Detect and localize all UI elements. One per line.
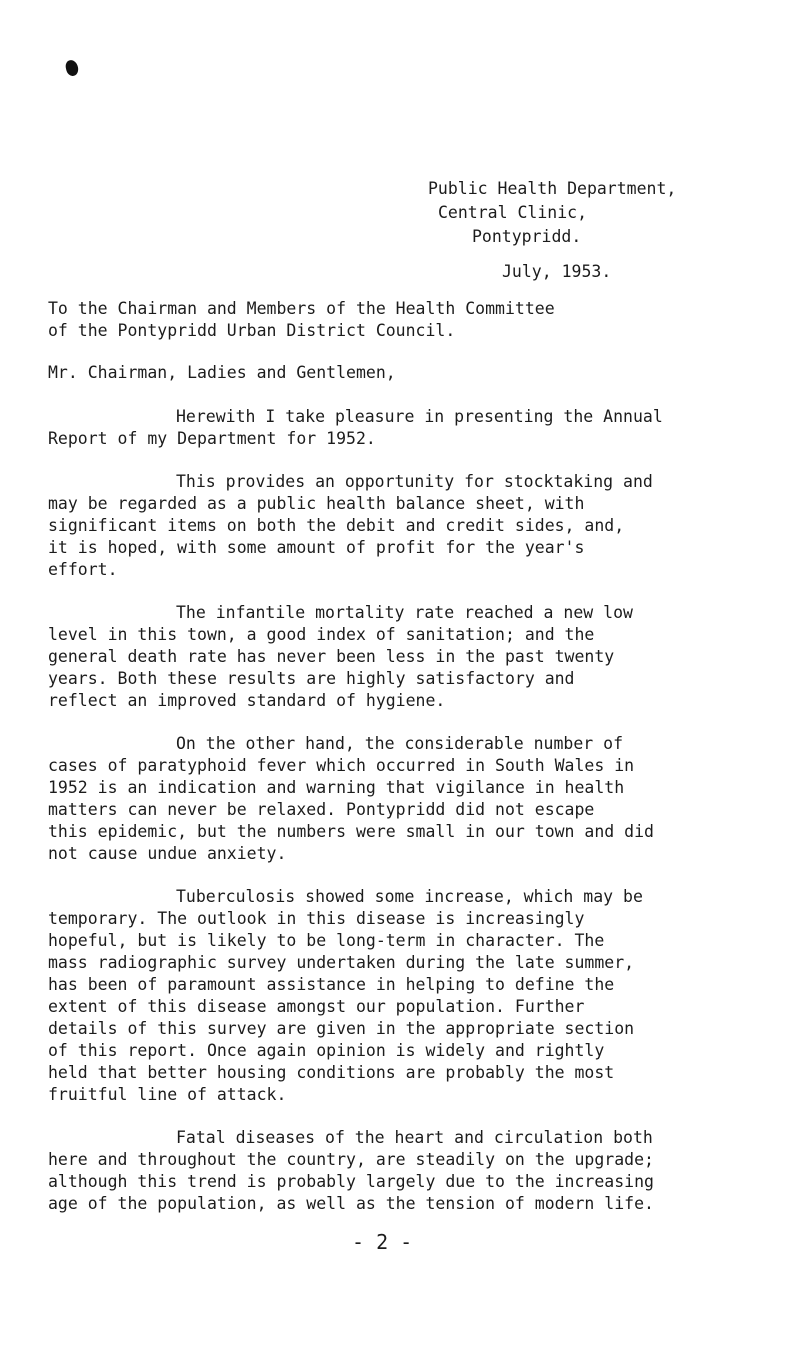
paragraph-stocktaking: This provides an opportunity for stocktaking and may be regarded as a public health balance sheet, with significant items on both the debit and credit sides, and, it is hoped, with some amount of profit for the year's effort. bbox=[48, 472, 653, 579]
page-number: - 2 - bbox=[352, 1230, 413, 1254]
sender-address bbox=[428, 177, 676, 249]
letter-date: July, 1953. bbox=[502, 262, 612, 281]
letter-body bbox=[48, 298, 788, 1236]
address-clinic: Central Clinic, bbox=[438, 203, 588, 222]
paragraph-heart-disease: Fatal diseases of the heart and circulation both here and throughout the country, are steadily on the upgrade; although this trend is probably largely due to the increasing age of the population, as well as the tension of modern life. bbox=[48, 1128, 654, 1213]
address-department: Public Health Department, bbox=[428, 179, 677, 198]
paragraph-paratyphoid: On the other hand, the considerable number of cases of paratyphoid fever which occurred in South Wales in 1952 is an indication and warning that vigilance in health matters can never be relaxed. Pontypridd did not escape this epidemic, but the numbers were small in our town and did not cause undue anxiety. bbox=[48, 734, 654, 863]
ink-blot-mark bbox=[64, 59, 79, 77]
paragraph-mortality: The infantile mortality rate reached a new low level in this town, a good index of sanitation; and the general death rate has never been less in the past twenty years. Both these results are highly satisfactory and reflect an improved standard of hygiene. bbox=[48, 603, 633, 710]
address-town: Pontypridd. bbox=[472, 227, 582, 246]
addressee: To the Chairman and Members of the Health Committee of the Pontypridd Urban District Council. bbox=[48, 299, 555, 340]
paragraph-intro: Herewith I take pleasure in presenting the Annual Report of my Department for 1952. bbox=[48, 407, 663, 448]
salutation: Mr. Chairman, Ladies and Gentlemen, bbox=[48, 363, 396, 382]
paragraph-tuberculosis: Tuberculosis showed some increase, which may be temporary. The outlook in this disease is increasingly hopeful, but is likely to be long-term in character. The mass radiographic survey undertaken during the late summer, has been of paramount assistance in helping to define the extent of this disease amongst our population. Further details of this survey are given in the appropriate section of this report. Once again opinion is widely and rightly held that better housing conditions are probably the most fruitful line of attack. bbox=[48, 887, 643, 1104]
